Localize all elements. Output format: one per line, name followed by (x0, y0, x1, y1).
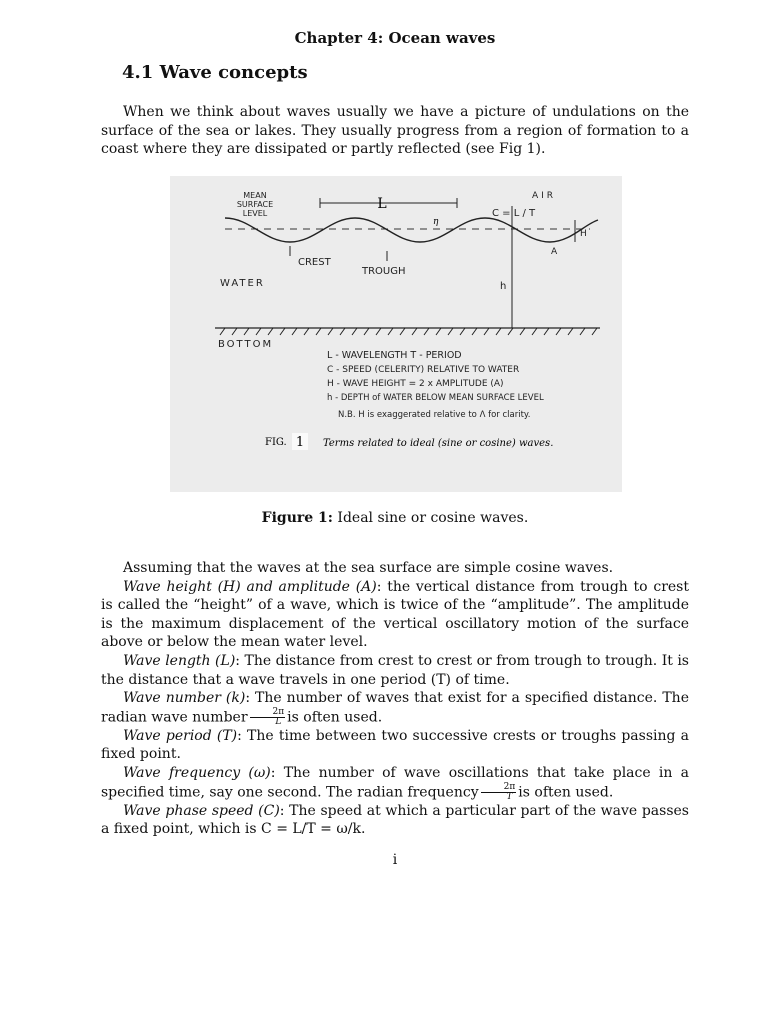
def-wave-frequency-text: : The number of wave oscillations that take place in a specified time, say one second. The radian frequency (101, 765, 689, 801)
figure-caption (0, 510, 768, 526)
caption-label: Figure 1: (261, 510, 333, 526)
mean-surface-label-2: SURFACE (236, 200, 274, 209)
intro-paragraph: When we think about waves usually we have a picture of undulations on the surface of the sea or lakes. They usually progress from a region of formation to a coast where they are dissipated or partly reflected (see Fig 1). (101, 104, 689, 158)
section-title: 4.1 Wave concepts (122, 62, 308, 83)
term-wave-length: Wave length (L) (123, 652, 236, 669)
bottom-label: BOTTOM (218, 339, 274, 350)
legend-line-3: H - WAVE HEIGHT = 2 x AMPLITUDE (A) (327, 379, 504, 389)
bottom-hatch (220, 328, 597, 335)
page-number: i (392, 852, 398, 868)
def-wave-number-text: : The number of waves that exist for a specified distance. The radian wave number (101, 690, 689, 726)
def-wave-height-text: : the vertical distance from trough to crest is called the “height” of a wave, which is twice of the “amplitude”. The amplitude is the maximum displacement of the vertical oscillatory motion of the surface above or below the mean water level. (101, 578, 689, 651)
legend-line-4: h - DEPTH of WATER BELOW MEAN SURFACE LEVEL (327, 393, 544, 403)
fig-label: FIG. (265, 437, 287, 448)
wave-diagram (170, 176, 622, 492)
def-wave-length (101, 652, 689, 689)
wavelength-label: L (377, 196, 387, 212)
def-wave-frequency-tail: is often used. (518, 784, 614, 801)
trough-label: TROUGH (362, 266, 406, 277)
caption-text: Ideal sine or cosine waves. (337, 510, 529, 526)
fig-title: Terms related to ideal (sine or cosine) waves. (323, 438, 554, 449)
legend-line-1: L - WAVELENGTH T - PERIOD (327, 350, 462, 361)
term-wave-height: Wave height (H) and amplitude (A) (123, 578, 377, 595)
term-phase-speed: Wave phase speed (C) (123, 802, 280, 819)
def-wave-length-text: : The distance from crest to crest or from trough to trough. It is the distance that a wave travels in one period (T) of time. (101, 652, 689, 688)
celerity-label: C = L / T (492, 208, 536, 219)
fig-number: 1 (295, 435, 305, 450)
height-label: H (580, 229, 587, 239)
frac-2pi-over-T: $\frac{2\pi}{T}$ (481, 783, 517, 802)
body-lead: Assuming that the waves at the sea surface are simple cosine waves. (123, 560, 614, 576)
water-label: WATER (220, 278, 265, 289)
def-wave-period-text: : The time between two successive crests or troughs passing a fixed point. (101, 727, 690, 763)
def-wave-number (101, 689, 689, 727)
air-label: AIR (532, 191, 557, 201)
amplitude-label: A (551, 247, 558, 257)
def-phase-speed (101, 802, 689, 839)
chapter-header: Chapter 4: Ocean waves (294, 29, 496, 47)
mean-surface-label-1: MEAN (243, 191, 267, 200)
term-wave-period: Wave period (T) (123, 727, 238, 744)
definitions-body (101, 559, 689, 839)
term-wave-number: Wave number (k) (123, 690, 246, 707)
def-wave-frequency (101, 764, 689, 802)
def-wave-number-tail: is often used. (287, 709, 383, 726)
term-wave-frequency: Wave frequency (ω) (123, 765, 271, 782)
def-wave-period (101, 727, 689, 764)
def-wave-height (101, 578, 689, 652)
eta-label: η (433, 217, 439, 227)
mean-surface-label-3: LEVEL (242, 209, 268, 218)
legend-line-2: C - SPEED (CELERITY) RELATIVE TO WATER (327, 365, 520, 375)
wave-figure (170, 176, 622, 492)
crest-label: CREST (298, 257, 331, 268)
wave-curve (225, 218, 598, 242)
def-phase-speed-text: : The speed at which a particular part of the wave passes a fixed point, which is C = L/T = ω/k. (101, 802, 689, 838)
frac-2pi-over-L: $\frac{2\pi}{L}$ (250, 708, 286, 727)
depth-label: h (500, 281, 507, 292)
figure-note: N.B. H is exaggerated relative to Λ for clarity. (338, 410, 531, 420)
